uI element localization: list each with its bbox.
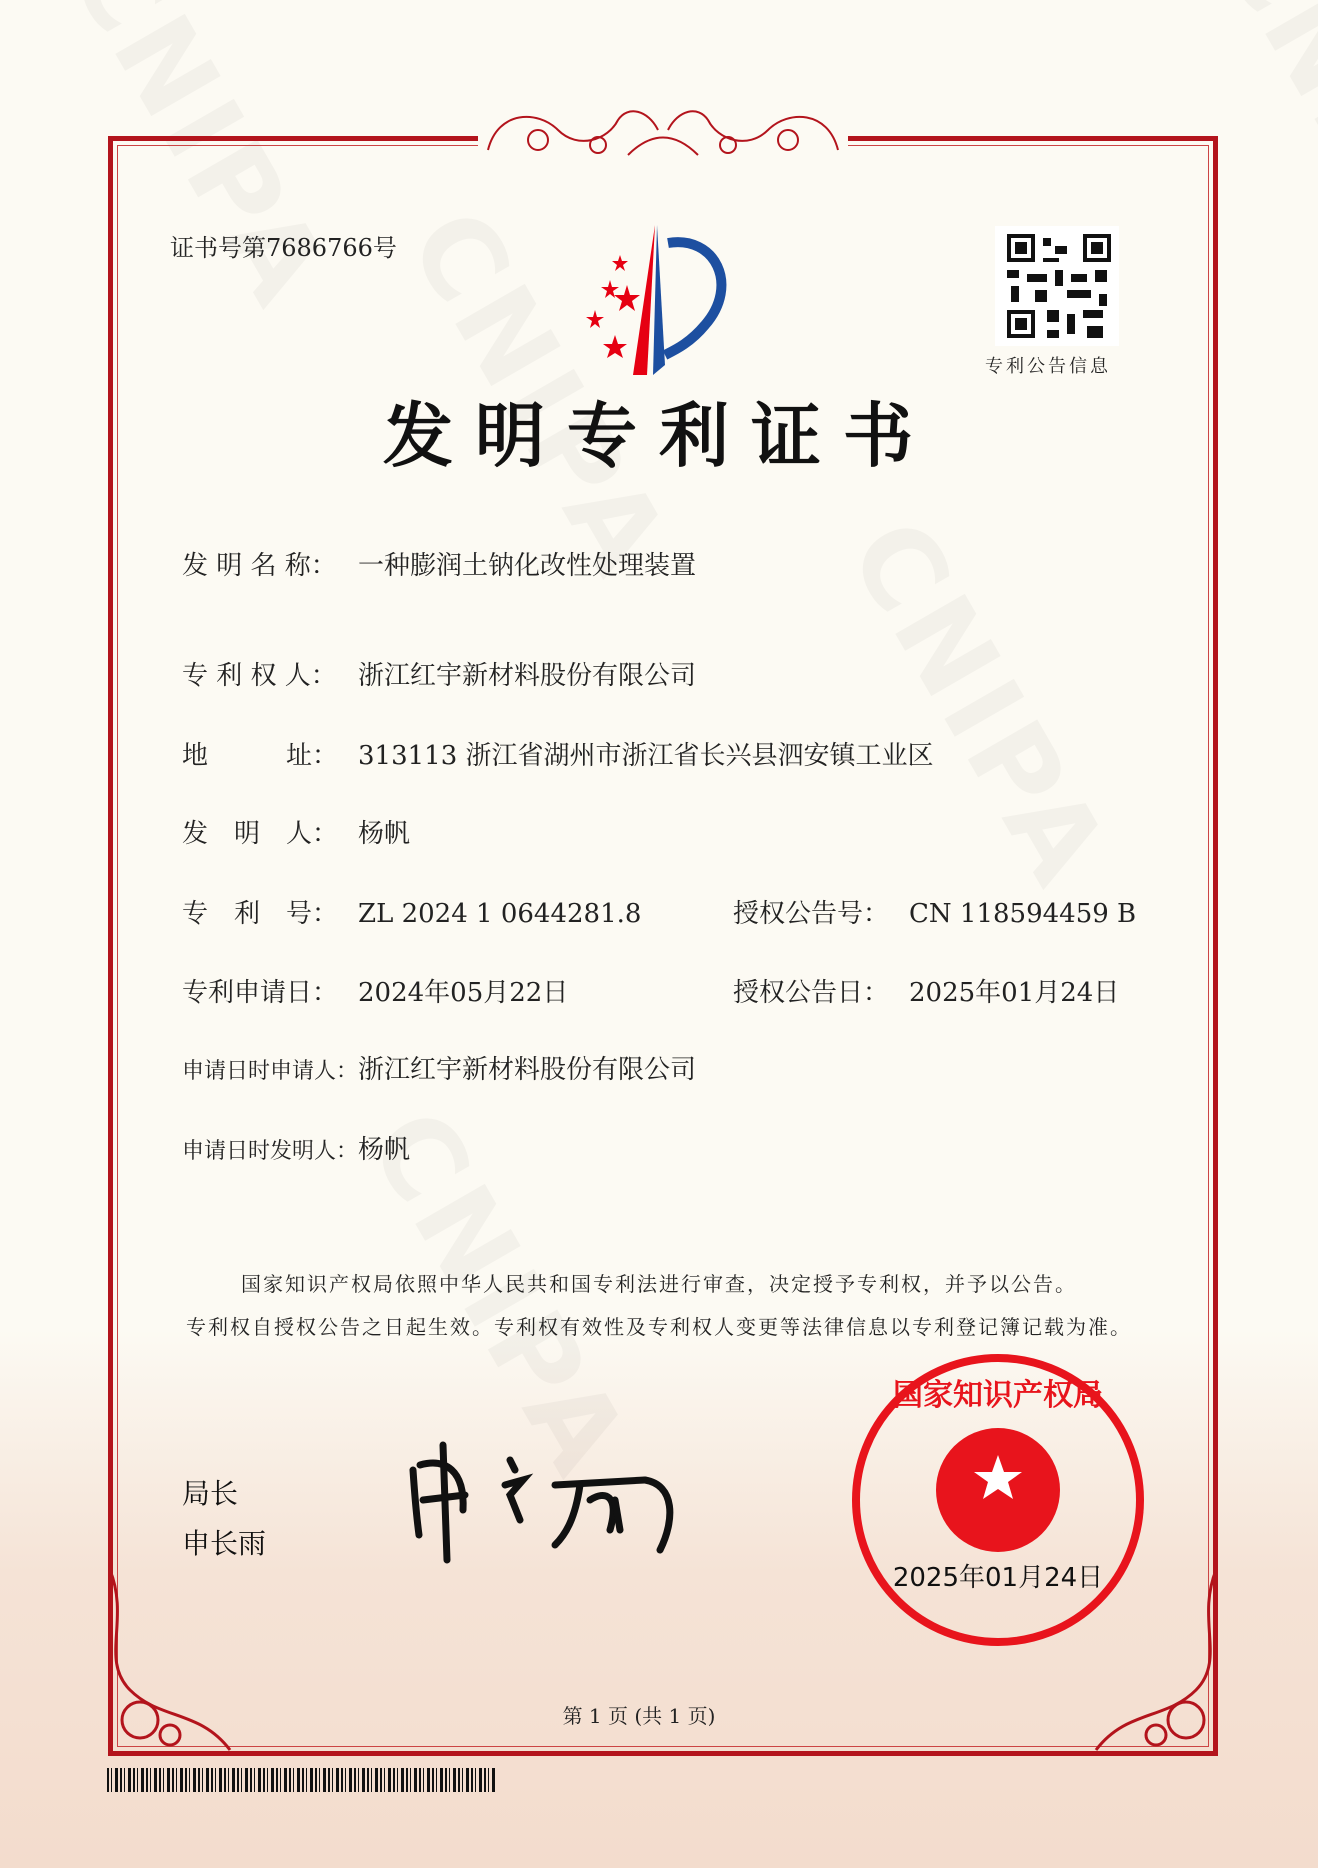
top-ornament-icon [478, 100, 848, 170]
qr-code-icon [995, 226, 1119, 346]
barcode [107, 1768, 497, 1792]
qr-code[interactable] [995, 226, 1119, 346]
chief-title: 局长 [182, 1477, 239, 1510]
statement-line: 国家知识产权局依照中华人民共和国专利法进行审查，决定授予专利权，并予以公告。 [241, 1272, 1077, 1296]
page-title: 发明专利证书 [383, 395, 935, 477]
statement-line: 专利权自授权公告之日起生效。专利权有效性及专利权人变更等法律信息以专利登记簿记载为准。 [186, 1315, 1132, 1339]
field-inventor-at-filing: 申请日时发明人：杨帆 [182, 1135, 411, 1165]
field-grant-publication-number: 授权公告号： CN 118594459 B [733, 899, 1137, 929]
signature-icon [405, 1440, 685, 1565]
field-patentee: 专 利 权 人： 浙江红宇新材料股份有限公司 [182, 661, 697, 691]
seal-text: 国家知识产权局 [893, 1378, 1103, 1413]
qr-caption: 专利公告信息 [985, 356, 1111, 377]
certificate-number: 证书号第7686766号 [170, 234, 397, 262]
field-invention-name: 发 明 名 称： 一种膨润土钠化改性处理装置 [182, 551, 697, 581]
field-grant-date: 授权公告日： 2025年01月24日 [733, 978, 1120, 1008]
official-seal-icon [848, 1350, 1148, 1650]
cnipa-logo-icon [565, 225, 765, 375]
seal-date: 2025年01月24日 [892, 1563, 1104, 1593]
chief-name: 申长雨 [182, 1527, 267, 1560]
field-patent-number: 专 利 号： ZL 2024 1 0644281.8 [182, 899, 642, 929]
page-indicator: 第 1 页 (共 1 页) [562, 1704, 716, 1728]
field-filing-date: 专利申请日： 2024年05月22日 [182, 978, 569, 1008]
field-address: 地 址： 313113 浙江省湖州市浙江省长兴县泗安镇工业区 [182, 741, 934, 771]
field-applicant-at-filing: 申请日时申请人：浙江红宇新材料股份有限公司 [182, 1055, 697, 1085]
field-inventor: 发 明 人： 杨帆 [182, 819, 411, 849]
corner-ornament-icon [100, 1560, 240, 1760]
